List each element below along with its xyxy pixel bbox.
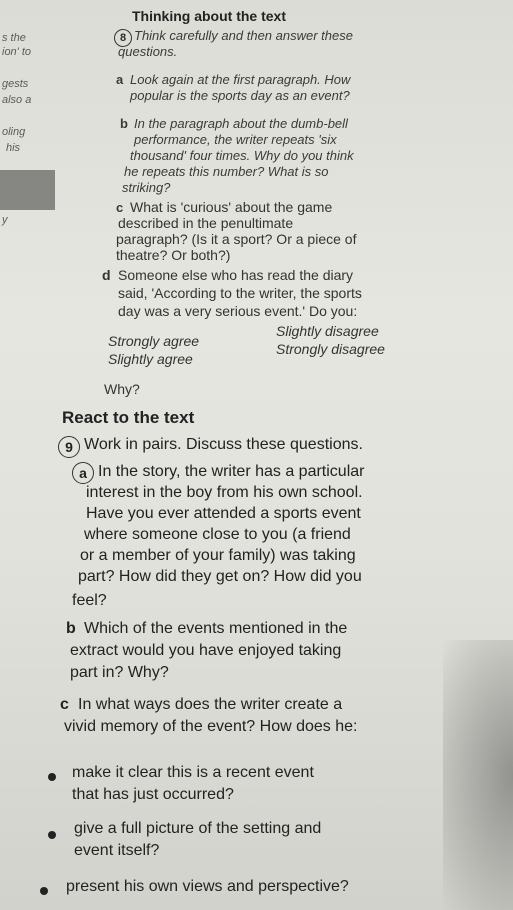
bullet-line: that has just occurred? (72, 786, 234, 803)
margin-note: s the (2, 32, 26, 44)
bullet-line: make it clear this is a recent event (72, 764, 314, 781)
bullet-icon (48, 831, 56, 839)
task-8-line: Think carefully and then answer these (134, 28, 353, 43)
section-title-react: React to the text (62, 408, 195, 427)
section-title-thinking: Thinking about the text (132, 8, 286, 24)
task-number-badge: 8 (114, 29, 132, 47)
question-line: vivid memory of the event? How does he: (64, 718, 358, 735)
margin-note: gests (2, 78, 29, 90)
item-letter: c (60, 696, 69, 713)
margin-note: ion' to (2, 46, 32, 58)
question-line: interest in the boy from his own school. (86, 484, 363, 501)
task-9-text: Work in pairs. Discuss these questions. (84, 436, 363, 453)
page-edge-shadow (443, 640, 513, 910)
page-shadow-band (0, 170, 55, 210)
item-letter-badge: a (72, 462, 94, 484)
option-strongly-disagree: Strongly disagree (276, 341, 385, 357)
option-slightly-agree: Slightly agree (108, 351, 193, 367)
bullet-line: present his own views and perspective? (66, 878, 349, 895)
question-line: described in the penultimate (118, 215, 294, 231)
margin-note: oling (2, 126, 26, 138)
question-line: performance, the writer repeats 'six (134, 132, 337, 147)
item-letter: c (116, 200, 124, 215)
question-line: theatre? Or both?) (116, 247, 231, 263)
task-number-badge: 9 (58, 436, 80, 458)
question-line: Which of the events mentioned in the (84, 620, 348, 637)
question-line: said, 'According to the writer, the sports (118, 285, 362, 301)
margin-note: y (2, 214, 8, 226)
question-line: extract would you have enjoyed taking (70, 642, 342, 659)
question-line: feel? (72, 592, 107, 609)
question-line: he repeats this number? What is so (124, 164, 329, 179)
option-slightly-disagree: Slightly disagree (276, 323, 379, 339)
question-line: What is 'curious' about the game (130, 199, 333, 215)
question-line: In what ways does the writer create a (78, 696, 343, 713)
task-9 (58, 436, 80, 458)
item-letter: b (66, 620, 76, 637)
item-letter: d (102, 267, 111, 283)
question-line: where someone close to you (a friend (84, 526, 351, 543)
question-line: part? How did they get on? How did you (78, 568, 362, 585)
item-letter: b (120, 116, 128, 131)
bullet-icon (40, 887, 48, 895)
question-line: or a member of your family) was taking (80, 547, 356, 564)
why-prompt: Why? (104, 381, 140, 397)
question-line: In the story, the writer has a particular (98, 463, 365, 480)
question-line: part in? Why? (70, 664, 169, 681)
question-line: paragraph? (Is it a sport? Or a piece of (116, 231, 357, 247)
question-line: day was a very serious event.' Do you: (118, 303, 358, 319)
margin-note: his (6, 142, 21, 154)
question-line: Someone else who has read the diary (118, 267, 354, 283)
question-line: popular is the sports day as an event? (130, 88, 350, 103)
bullet-line: event itself? (74, 842, 160, 859)
bullet-line: give a full picture of the setting and (74, 820, 322, 837)
option-strongly-agree: Strongly agree (108, 333, 200, 349)
question-line: Look again at the first paragraph. How (130, 72, 351, 87)
item-a (72, 462, 94, 484)
item-letter: a (116, 72, 124, 87)
question-line: thousand' four times. Why do you think (130, 148, 354, 163)
question-line: striking? (122, 180, 171, 195)
margin-note: also a (2, 94, 32, 106)
question-line: Have you ever attended a sports event (86, 505, 361, 522)
question-line: In the paragraph about the dumb-bell (134, 116, 348, 131)
task-8-line: questions. (118, 44, 178, 59)
bullet-icon (48, 773, 56, 781)
